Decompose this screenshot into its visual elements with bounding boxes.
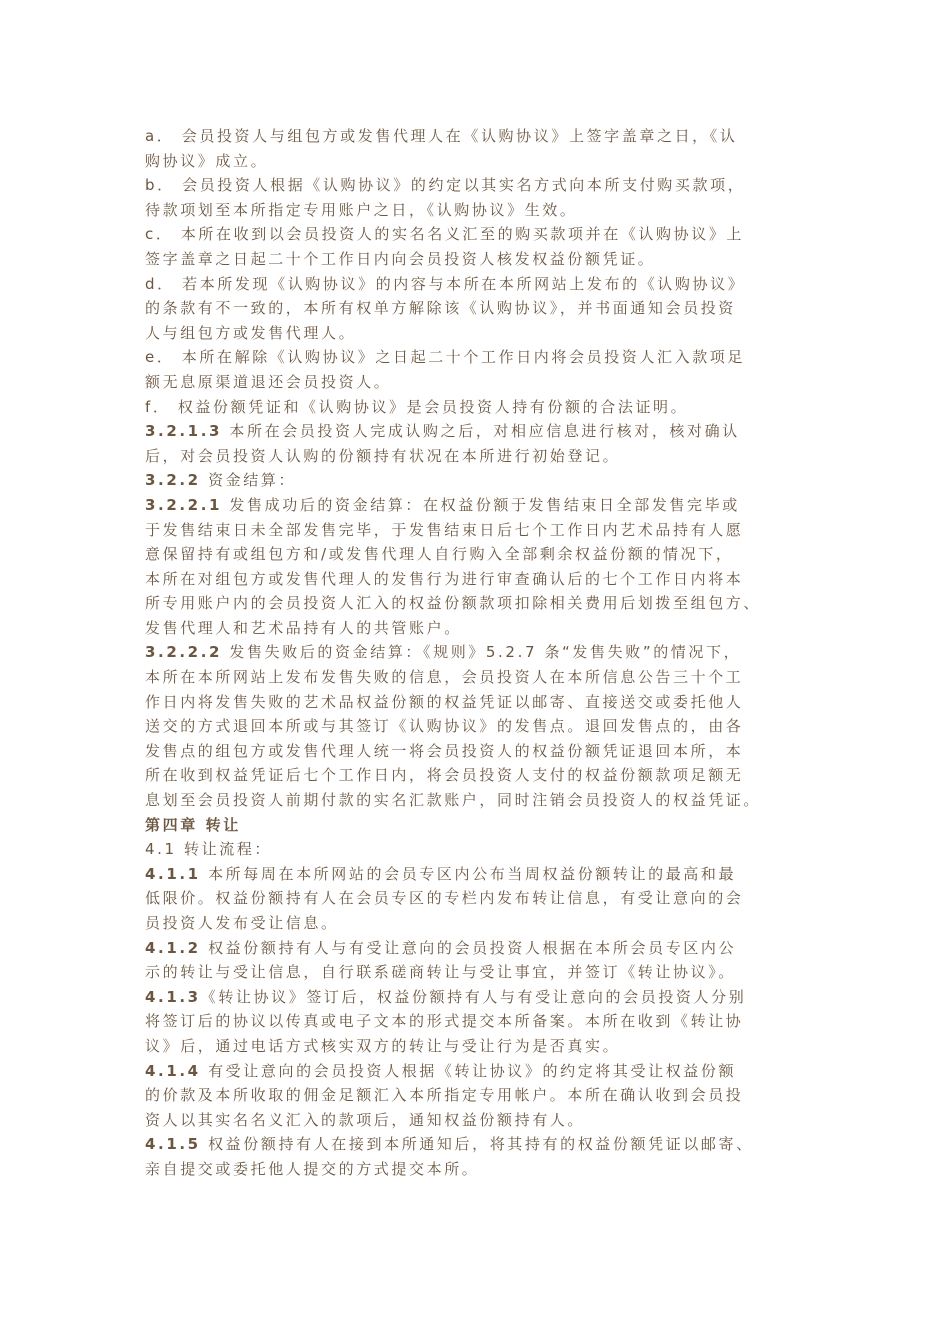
text-line bbox=[145, 370, 835, 395]
chapter-heading-text: 第四章 转让 bbox=[145, 815, 241, 834]
line-text: 于发售结束日未全部发售完毕，于发售结束日后七个工作日内艺术品持有人愿 bbox=[145, 520, 744, 539]
line-text: 息划至会员投资人前期付款的实名汇款账户，同时注销会员投资人的权益凭证。 bbox=[145, 791, 762, 810]
text-line bbox=[145, 960, 835, 985]
line-text: 本所每周在本所网站的会员专区内公布当周权益份额转让的最高和最 bbox=[200, 864, 737, 883]
text-line bbox=[145, 567, 835, 592]
line-text: b． 会员投资人根据《认购协议》的约定以其实名方式向本所支付购买款项， bbox=[145, 176, 746, 195]
text-line bbox=[145, 985, 835, 1010]
text-line bbox=[145, 542, 835, 567]
section-number: 3.2.2.2 bbox=[145, 643, 223, 662]
section-number: 4.1.4 bbox=[145, 1061, 201, 1080]
line-text: 4.1 转让流程： bbox=[145, 840, 273, 859]
document-body bbox=[145, 124, 835, 1182]
line-text: 发售失败后的资金结算：《规则》5.2.7 条“发售失败”的情况下， bbox=[222, 643, 742, 662]
text-line bbox=[145, 296, 835, 321]
section-number: 4.1.5 bbox=[145, 1135, 201, 1154]
line-text: 作日内将发售失败的艺术品权益份额的权益凭证以邮寄、直接送交或委托他人 bbox=[145, 692, 744, 711]
text-line bbox=[145, 321, 835, 346]
line-text: 员投资人发布受让信息。 bbox=[145, 914, 339, 932]
line-text: 有受让意向的会员投资人根据《转让协议》的约定将其受让权益份额 bbox=[200, 1061, 737, 1080]
text-line bbox=[145, 1132, 835, 1157]
text-line bbox=[145, 444, 835, 469]
text-line bbox=[145, 1108, 835, 1133]
text-line bbox=[145, 518, 835, 543]
line-text: 额无息原渠道退还会员投资人。 bbox=[145, 372, 392, 391]
line-text: 意保留持有或组包方和/或发售代理人自行购入全部剩余权益份额的情况下， bbox=[145, 545, 734, 564]
text-line bbox=[145, 690, 835, 715]
line-text: 发售点的组包方或发售代理人统一将会员投资人的权益份额凭证退回本所，本 bbox=[145, 741, 744, 760]
text-line bbox=[145, 763, 835, 788]
text-line bbox=[145, 1009, 835, 1034]
line-text: d． 若本所发现《认购协议》的内容与本所在本所网站上发布的《认购协议》 bbox=[145, 274, 746, 293]
section-number: 3.2.2.1 bbox=[145, 495, 223, 514]
text-line bbox=[145, 886, 835, 911]
line-text: 本所在对组包方或发售代理人的发售行为进行审查确认后的七个工作日内将本 bbox=[145, 569, 744, 588]
section-number: 4.1.2 bbox=[145, 938, 201, 957]
line-text: 本所在本所网站上发布发售失败的信息，会员投资人在本所信息公告三十个工 bbox=[145, 668, 744, 687]
text-line bbox=[145, 739, 835, 764]
line-text: 的条款有不一致的，本所有权单方解除该《认购协议》，并书面通知会员投资 bbox=[145, 299, 736, 318]
text-line bbox=[145, 862, 835, 887]
line-text: 的价款及本所收取的佣金足额汇入本所指定专用帐户。本所在确认收到会员投 bbox=[145, 1086, 744, 1105]
text-line bbox=[145, 837, 835, 862]
text-line bbox=[145, 247, 835, 272]
text-line bbox=[145, 419, 835, 444]
line-text: f． 权益份额凭证和《认购协议》是会员投资人持有份额的合法证明。 bbox=[145, 397, 689, 416]
text-line bbox=[145, 665, 835, 690]
line-text: 购协议》成立。 bbox=[145, 151, 269, 170]
section-number: 3.2.2 bbox=[145, 471, 201, 490]
line-text: 《转让协议》签订后，权益份额持有人与有受让意向的会员投资人分别 bbox=[200, 987, 747, 1006]
line-text: 发售成功后的资金结算：在权益份额于发售结束日全部发售完毕或 bbox=[222, 495, 740, 514]
line-text: 亲自提交或委托他人提交的方式提交本所。 bbox=[145, 1159, 480, 1178]
text-line bbox=[145, 591, 835, 616]
line-text: 发售代理人和艺术品持有人的共管账户。 bbox=[145, 618, 462, 637]
text-line bbox=[145, 788, 835, 813]
chapter-heading bbox=[145, 813, 835, 838]
text-line bbox=[145, 493, 835, 518]
line-text: 本所在会员投资人完成认购之后，对相应信息进行核对，核对确认 bbox=[222, 422, 740, 441]
line-text: 权益份额持有人与有受让意向的会员投资人根据在本所会员专区内公 bbox=[200, 938, 737, 957]
line-text: 资金结算： bbox=[200, 471, 297, 490]
line-text: a． 会员投资人与组包方或发售代理人在《认购协议》上签字盖章之日，《认 bbox=[145, 127, 738, 145]
line-text: 资人以其实名名义汇入的款项后，通知权益份额持有人。 bbox=[145, 1110, 586, 1129]
text-line bbox=[145, 616, 835, 641]
text-line bbox=[145, 1034, 835, 1059]
text-line bbox=[145, 911, 835, 936]
text-line bbox=[145, 1059, 835, 1084]
text-line bbox=[145, 714, 835, 739]
text-line bbox=[145, 124, 835, 149]
text-line bbox=[145, 149, 835, 174]
text-line bbox=[145, 272, 835, 297]
line-text: 人与组包方或发售代理人。 bbox=[145, 323, 357, 342]
line-text: 低限价。权益份额持有人在会员专区的专栏内发布转让信息，有受让意向的会 bbox=[145, 889, 744, 908]
line-text: 议》后，通过电话方式核实双方的转让与受让行为是否真实。 bbox=[145, 1036, 621, 1055]
text-line bbox=[145, 198, 835, 223]
line-text: 所专用账户内的会员投资人汇入的权益份额款项扣除相关费用后划拨至组包方、 bbox=[145, 594, 762, 613]
line-text: 权益份额持有人在接到本所通知后，将其持有的权益份额凭证以邮寄、 bbox=[200, 1135, 754, 1154]
line-text: c． 本所在收到以会员投资人的实名名义汇至的购买款项并在《认购协议》上 bbox=[145, 225, 745, 244]
text-line bbox=[145, 468, 835, 493]
text-line bbox=[145, 173, 835, 198]
line-text: e． 本所在解除《认购协议》之日起二十个工作日内将会员投资人汇入款项足 bbox=[145, 348, 745, 367]
text-line bbox=[145, 1083, 835, 1108]
line-text: 将签订后的协议以传真或电子文本的形式提交本所备案。本所在收到《转让协 bbox=[145, 1012, 744, 1031]
text-line bbox=[145, 1157, 835, 1182]
line-text: 示的转让与受让信息，自行联系磋商转让与受让事宜，并签订《转让协议》。 bbox=[145, 963, 736, 982]
text-line bbox=[145, 222, 835, 247]
section-number: 4.1.3 bbox=[145, 987, 201, 1006]
section-number: 4.1.1 bbox=[145, 864, 201, 883]
section-number: 3.2.1.3 bbox=[145, 422, 223, 441]
line-text: 后，对会员投资人认购的份额持有状况在本所进行初始登记。 bbox=[145, 446, 621, 465]
text-line bbox=[145, 345, 835, 370]
line-text: 签字盖章之日起二十个工作日内向会员投资人核发权益份额凭证。 bbox=[145, 249, 656, 268]
text-line bbox=[145, 640, 835, 665]
text-line bbox=[145, 395, 835, 420]
text-line bbox=[145, 936, 835, 961]
line-text: 送交的方式退回本所或与其签订《认购协议》的发售点。退回发售点的，由各 bbox=[145, 717, 744, 736]
line-text: 待款项划至本所指定专用账户之日，《认购协议》生效。 bbox=[145, 200, 578, 219]
line-text: 所在收到权益凭证后七个工作日内，将会员投资人支付的权益份额款项足额无 bbox=[145, 766, 744, 785]
